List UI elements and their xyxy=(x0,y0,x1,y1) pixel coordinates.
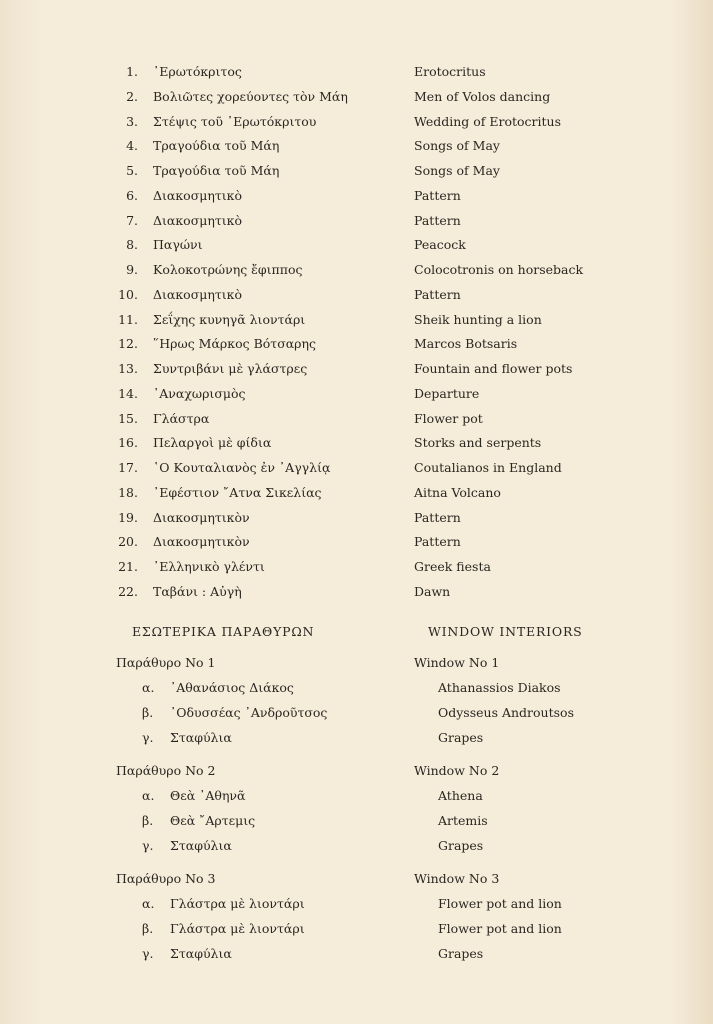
work-row xyxy=(0,136,713,156)
work-number: 13. xyxy=(118,361,138,376)
work-title-greek: Παγώνι xyxy=(153,237,203,253)
work-title-greek: Σεΐχης κυνηγᾶ λιοντάρι xyxy=(153,311,306,327)
window-item-letter: γ. xyxy=(142,945,154,961)
work-row xyxy=(0,532,713,552)
work-title-greek: Τραγούδια τοῦ Μάη xyxy=(153,163,280,178)
work-title-greek: ᾿Αναχωρισμὸς xyxy=(153,385,246,401)
work-row xyxy=(0,211,713,231)
work-row xyxy=(0,483,713,503)
window-item-letter: β. xyxy=(142,704,154,720)
work-row xyxy=(0,260,713,280)
work-title-english: Sheik hunting a lion xyxy=(414,311,542,327)
window-item-english: Athena xyxy=(438,788,483,803)
work-number: 3. xyxy=(126,113,138,129)
work-title-greek: Κολοκοτρώνης ἔφιππος xyxy=(153,262,303,277)
work-number: 2. xyxy=(126,88,138,104)
work-number: 14. xyxy=(118,385,138,401)
work-title-greek: Διακοσμητικὸ xyxy=(153,187,243,203)
window-item-english: Athanassios Diakos xyxy=(438,680,561,695)
window-item-letter: α. xyxy=(142,788,155,803)
work-title-greek: Στέψις τοῦ ᾿Ερωτόκριτου xyxy=(153,113,317,129)
work-title-english: Greek fiesta xyxy=(414,559,491,574)
window-item-greek: Σταφύλια xyxy=(170,837,232,853)
window-heading-english: Window No 2 xyxy=(414,763,500,778)
work-row xyxy=(0,508,713,528)
work-number: 1. xyxy=(126,64,138,79)
window-heading-greek: Παράθυρο No 1 xyxy=(116,655,216,670)
window-item-greek: Γλάστρα μὲ λιοντάρι xyxy=(170,896,305,911)
work-row xyxy=(0,62,713,82)
work-title-english: Coutalianos in England xyxy=(414,460,562,475)
work-number: 17. xyxy=(118,460,138,475)
work-title-english: Wedding of Erotocritus xyxy=(414,113,562,129)
work-number: 10. xyxy=(118,286,138,302)
work-number: 16. xyxy=(118,435,138,451)
work-title-greek: ᾿Ελληνικὸ γλέντι xyxy=(153,559,265,574)
work-title-greek: Βολιῶτες χορεύοντες τὸν Μάη xyxy=(153,88,348,104)
work-title-greek: ῾Ο Κουταλιανὸς ἐν ᾿Αγγλίᾳ xyxy=(153,460,331,475)
work-number: 7. xyxy=(126,212,138,228)
work-title-greek: Διακοσμητικὸ xyxy=(153,212,243,228)
work-number: 20. xyxy=(118,534,138,550)
work-number: 15. xyxy=(118,410,138,426)
work-title-english: Fountain and flower pots xyxy=(414,361,573,376)
section-title-english: WINDOW INTERIORS xyxy=(428,624,583,639)
work-row xyxy=(0,112,713,132)
work-title-english: Peacock xyxy=(414,237,466,253)
work-row xyxy=(0,186,713,206)
work-title-english: Colocotronis on horseback xyxy=(414,262,584,277)
work-title-greek: Διακοσμητικὸ xyxy=(153,286,243,302)
work-row xyxy=(0,582,713,602)
window-item-english: Grapes xyxy=(438,729,484,745)
window-item-english: Grapes xyxy=(438,837,484,853)
work-row xyxy=(0,433,713,453)
section-title-greek: ΕΣΩΤΕΡΙΚΑ ΠΑΡΑΘΥΡΩΝ xyxy=(132,624,315,639)
work-number: 21. xyxy=(118,559,138,574)
work-number: 9. xyxy=(126,262,138,277)
work-number: 6. xyxy=(126,187,138,203)
window-item-english: Odysseus Androutsos xyxy=(438,704,574,720)
work-title-greek: Τραγούδια τοῦ Μάη xyxy=(153,138,280,154)
work-number: 12. xyxy=(118,336,138,352)
window-item-greek: ᾿Οδυσσέας ᾿Ανδροῦτσος xyxy=(170,704,328,720)
window-heading-english: Window No 1 xyxy=(414,655,500,670)
work-row xyxy=(0,285,713,305)
work-row xyxy=(0,384,713,404)
work-title-english: Songs of May xyxy=(414,163,500,178)
work-title-english: Erotocritus xyxy=(414,64,486,79)
work-title-greek: Συντριβάνι μὲ γλάστρες xyxy=(153,361,308,376)
work-row xyxy=(0,557,713,577)
work-row xyxy=(0,359,713,379)
window-heading-english: Window No 3 xyxy=(414,871,500,886)
window-item-greek: Θεὰ ᾿Αθηνᾶ xyxy=(170,788,246,803)
work-row xyxy=(0,235,713,255)
work-row xyxy=(0,310,713,330)
window-item-letter: β. xyxy=(142,920,154,936)
work-number: 5. xyxy=(126,163,138,178)
work-row xyxy=(0,334,713,354)
window-item-greek: Σταφύλια xyxy=(170,729,232,745)
work-title-greek: Διακοσμητικὸν xyxy=(153,534,250,550)
work-number: 22. xyxy=(118,583,138,599)
work-title-english: Flower pot xyxy=(414,410,483,426)
window-item-letter: γ. xyxy=(142,837,154,853)
window-item-letter: β. xyxy=(142,812,154,828)
work-title-greek: Διακοσμητικὸν xyxy=(153,509,250,525)
work-title-english: Pattern xyxy=(414,187,461,203)
window-item-greek: Σταφύλια xyxy=(170,945,232,961)
work-title-english: Pattern xyxy=(414,534,461,550)
window-item-letter: α. xyxy=(142,680,155,695)
work-row xyxy=(0,458,713,478)
window-heading-greek: Παράθυρο No 3 xyxy=(116,871,216,886)
window-item-greek: ᾿Αθανάσιος Διάκος xyxy=(170,680,294,695)
work-title-english: Pattern xyxy=(414,286,461,302)
window-item-english: Artemis xyxy=(438,812,488,828)
work-title-english: Aitna Volcano xyxy=(414,484,501,500)
work-title-english: Pattern xyxy=(414,212,461,228)
work-title-english: Departure xyxy=(414,385,480,401)
work-number: 18. xyxy=(118,484,138,500)
work-row xyxy=(0,409,713,429)
window-item-greek: Γλάστρα μὲ λιοντάρι xyxy=(170,920,305,936)
window-item-letter: γ. xyxy=(142,729,154,745)
work-number: 19. xyxy=(118,509,138,525)
work-number: 11. xyxy=(118,311,138,327)
work-number: 4. xyxy=(126,138,138,154)
work-title-english: Songs of May xyxy=(414,138,500,154)
window-item-english: Flower pot and lion xyxy=(438,896,562,911)
window-item-letter: α. xyxy=(142,896,155,911)
work-number: 8. xyxy=(126,237,138,253)
work-title-english: Dawn xyxy=(414,583,451,599)
work-row xyxy=(0,161,713,181)
window-item-english: Grapes xyxy=(438,945,484,961)
work-title-greek: ῞Ηρως Μάρκος Βότσαρης xyxy=(153,336,317,352)
window-item-english: Flower pot and lion xyxy=(438,920,562,936)
work-title-greek: Γλάστρα xyxy=(153,410,210,426)
work-row xyxy=(0,87,713,107)
work-title-greek: ᾿Ερωτόκριτος xyxy=(153,64,242,79)
work-title-greek: Ταβάνι : Αὐγὴ xyxy=(153,583,242,599)
work-title-greek: ᾿Εφέστιον ῎Ατνα Σικελίας xyxy=(153,484,322,500)
window-heading-greek: Παράθυρο No 2 xyxy=(116,763,216,778)
window-item-greek: Θεὰ ῎Αρτεμις xyxy=(170,812,256,828)
work-title-english: Men of Volos dancing xyxy=(414,88,551,104)
work-title-english: Marcos Botsaris xyxy=(414,336,518,352)
work-title-greek: Πελαργοὶ μὲ φίδια xyxy=(153,435,272,451)
work-title-english: Storks and serpents xyxy=(414,435,542,451)
work-title-english: Pattern xyxy=(414,509,461,525)
